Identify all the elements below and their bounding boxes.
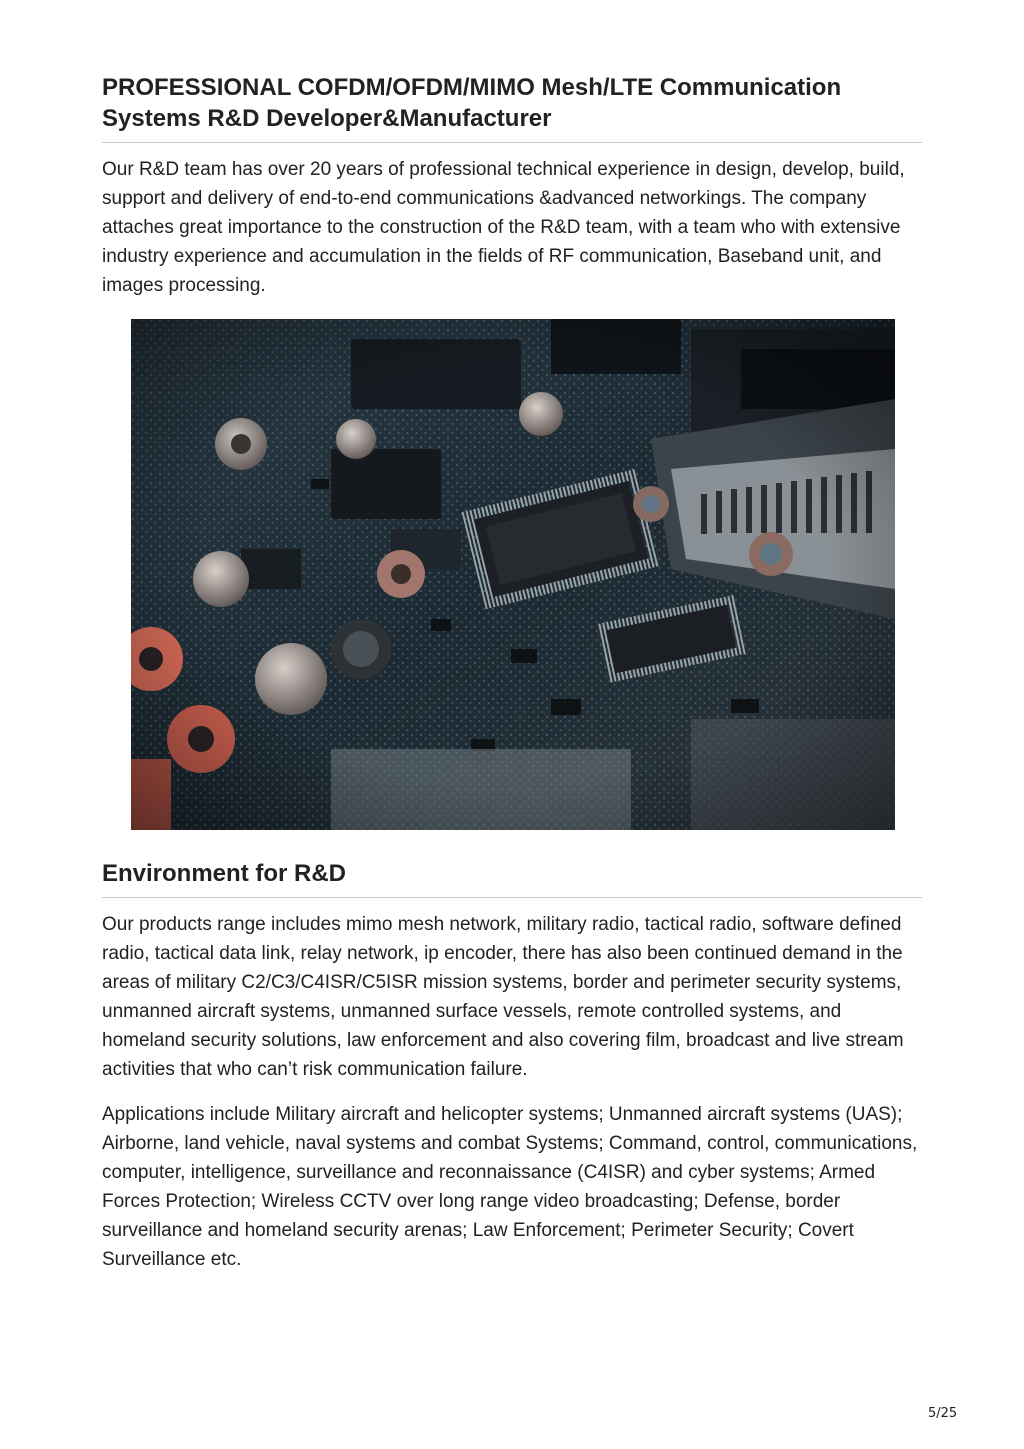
- section-heading: Environment for R&D: [102, 860, 347, 887]
- title-divider: [102, 142, 922, 143]
- page-title: PROFESSIONAL COFDM/OFDM/MIMO Mesh/LTE Communication Systems R&D Developer&Manufacturer: [102, 74, 842, 132]
- applications-paragraph: Applications include Military aircraft and helicopter systems; Unmanned aircraft systems (UAS); Airborne, land vehicle, naval systems and combat Systems; Command, control, communications, computer, intelligence, surveillance and reconnaissance (C4ISR) and cyber systems; Armed Forces Protection; Wireless CCTV over long range video broadcasting; Defense, border surveillance and homeland security arenas; Law Enforcement; Perimeter Security; Covert Surveillance etc.: [102, 1104, 918, 1270]
- circuit-board-photo: [131, 319, 895, 830]
- page-number: 5/25: [928, 1406, 958, 1421]
- products-paragraph: Our products range includes mimo mesh network, military radio, tactical radio, software defined radio, tactical data link, relay network, ip encoder, there has also been continued demand in the areas of military C2/C3/C4ISR/C5ISR mission systems, border and perimeter security systems, unmanned aircraft systems, unmanned surface vessels, remote controlled systems, and homeland security solutions, law enforcement and also covering film, broadcast and live stream activities that who can’t risk communication failure.: [102, 914, 904, 1080]
- section-divider: [102, 897, 922, 898]
- intro-paragraph: Our R&D team has over 20 years of professional technical experience in design, develop, build, support and delivery of end-to-end communications &advanced networkings. The company attaches great importance to the construction of the R&D team, with a team who with extensive industry experience and accumulation in the fields of RF communication, Baseband unit, and images processing.: [102, 159, 905, 296]
- intro-section: [102, 72, 922, 300]
- environment-section: [102, 858, 922, 1274]
